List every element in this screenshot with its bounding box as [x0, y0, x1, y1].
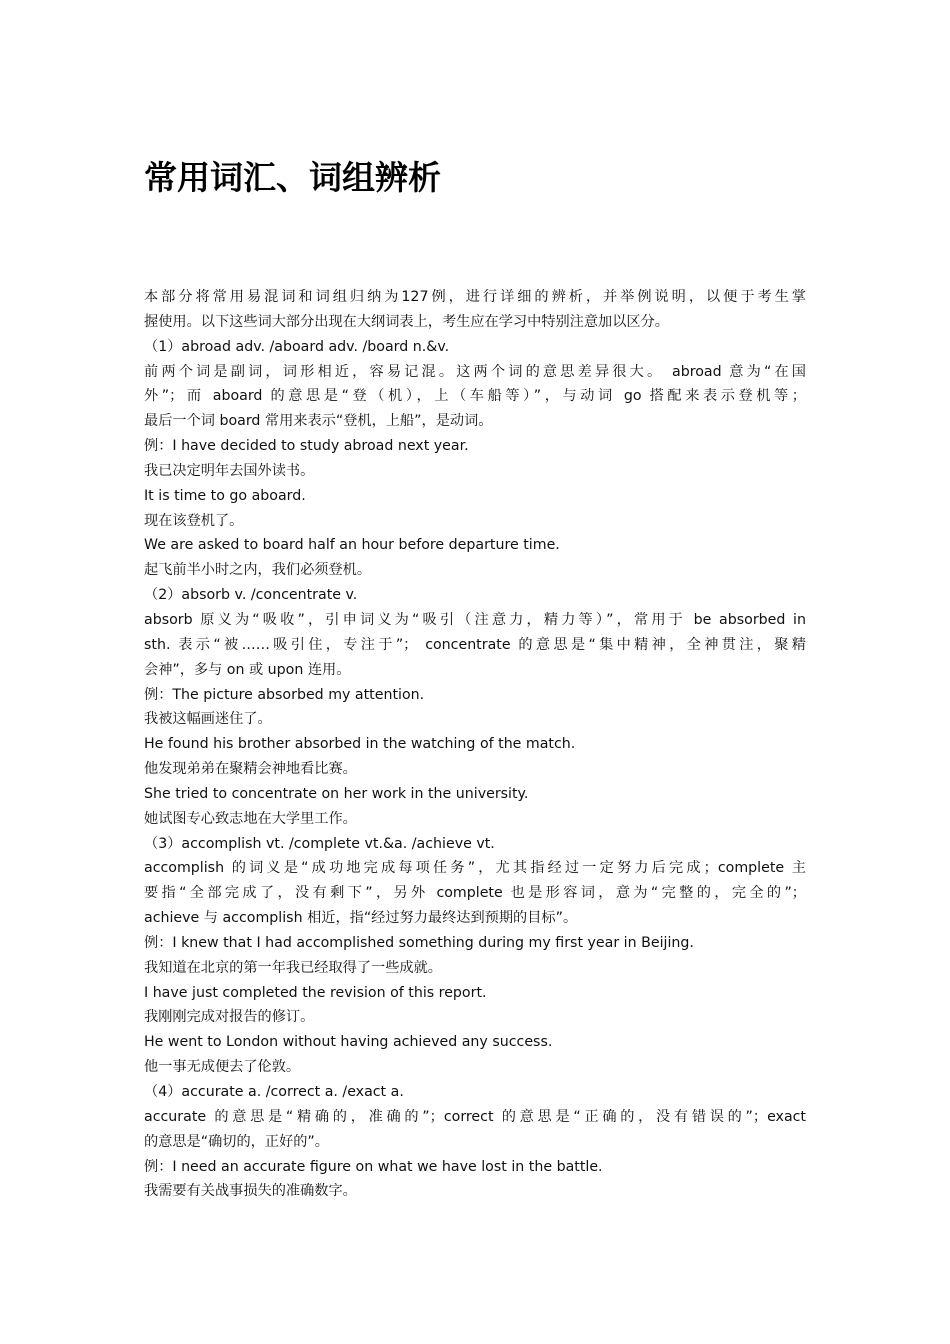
entry-3-translation-3: 他一事无成便去了伦敦。 — [144, 1059, 301, 1076]
entry-1-heading: （1）abroad adv. /aboard adv. /board n.&v. — [144, 338, 450, 355]
entry-1-translation-1: 我已决定明年去国外读书。 — [144, 462, 315, 479]
entry-1-translation-2: 现在该登机了。 — [144, 512, 244, 529]
entry-2-explanation-line-3: 会神”，多与 on 或 upon 连用。 — [144, 661, 351, 678]
entry-3-translation-2: 我刚刚完成对报告的修订。 — [144, 1009, 315, 1026]
entry-3-example-3: He went to London without having achieved any success. — [144, 1034, 553, 1051]
entry-2-example-1: 例：The picture absorbed my attention. — [144, 686, 425, 703]
entry-1-explanation-line-3: 最后一个词 board 常用来表示“登机，上船”，是动词。 — [144, 413, 493, 430]
entry-2-example-2: He found his brother absorbed in the watching of the match. — [144, 736, 576, 753]
document-body — [144, 285, 806, 1204]
entry-3-example-1: 例：I knew that I had accomplished something during my first year in Beijing. — [144, 934, 694, 951]
entry-3-translation-1: 我知道在北京的第一年我已经取得了一些成就。 — [144, 959, 442, 976]
intro-line-2: 握使用。以下这些词大部分出现在大纲词表上，考生应在学习中特别注意加以区分。 — [144, 313, 669, 330]
entry-3-explanation-line-1: accomplish 的词义是“成功地完成每项任务”，尤其指经过一定努力后完成；complete 主 — [144, 860, 806, 877]
entry-4-explanation-line-2: 的意思是“确切的，正好的”。 — [144, 1133, 329, 1150]
entry-1-example-2: It is time to go aboard. — [144, 487, 306, 504]
entry-2-example-3: She tried to concentrate on her work in the university. — [144, 785, 529, 802]
entry-4-explanation-line-1: accurate 的意思是“精确的，准确的”；correct 的意思是“正确的，没有错误的”；exact — [144, 1108, 806, 1125]
entry-4-translation-1: 我需要有关战事损失的准确数字。 — [144, 1183, 357, 1200]
entry-2-translation-3: 她试图专心致志地在大学里工作。 — [144, 810, 357, 827]
entry-2-explanation-line-2: sth. 表示“被……吸引住，专注于”； concentrate 的意思是“集中精神，全神贯注，聚精 — [144, 636, 806, 653]
entry-4-example-1: 例：I need an accurate figure on what we have lost in the battle. — [144, 1158, 603, 1175]
entry-2-translation-2: 他发现弟弟在聚精会神地看比赛。 — [144, 761, 357, 778]
entry-1-translation-3: 起飞前半小时之内，我们必须登机。 — [144, 562, 372, 579]
entry-2-translation-1: 我被这幅画迷住了。 — [144, 711, 272, 728]
entry-2-explanation-line-1: absorb 原义为“吸收”，引申词义为“吸引（注意力，精力等）”，常用于 be absorbed in — [144, 611, 806, 628]
entry-2-heading: （2）absorb v. /concentrate v. — [144, 587, 358, 604]
entry-1-explanation-line-2: 外”；而 aboard 的意思是“登（机），上（车船等）”，与动词 go 搭配来表示登机等； — [144, 388, 806, 405]
entry-3-explanation-line-3: achieve 与 accomplish 相近，指“经过努力最终达到预期的目标”。 — [144, 910, 578, 927]
entry-1-example-3: We are asked to board half an hour before departure time. — [144, 537, 560, 554]
entry-3-heading: （3）accomplish vt. /complete vt.&a. /achieve vt. — [144, 835, 495, 852]
entry-1-example-1: 例：I have decided to study abroad next year. — [144, 438, 469, 455]
entry-4-heading: （4）accurate a. /correct a. /exact a. — [144, 1084, 404, 1100]
intro-line-1: 本部分将常用易混词和词组归纳为127例，进行详细的辨析，并举例说明，以便于考生掌 — [144, 289, 806, 305]
entry-3-example-2: I have just completed the revision of this report. — [144, 984, 487, 1001]
entry-3-explanation-line-2: 要指“全部完成了，没有剩下”，另外 complete 也是形容词，意为“完整的，完全的”； — [144, 885, 806, 902]
entry-1-explanation-line-1: 前两个词是副词，词形相近，容易记混。这两个词的意思差异很大。 abroad 意为“在国 — [144, 363, 806, 380]
document-title: 常用词汇、词组辨析 — [144, 158, 441, 197]
